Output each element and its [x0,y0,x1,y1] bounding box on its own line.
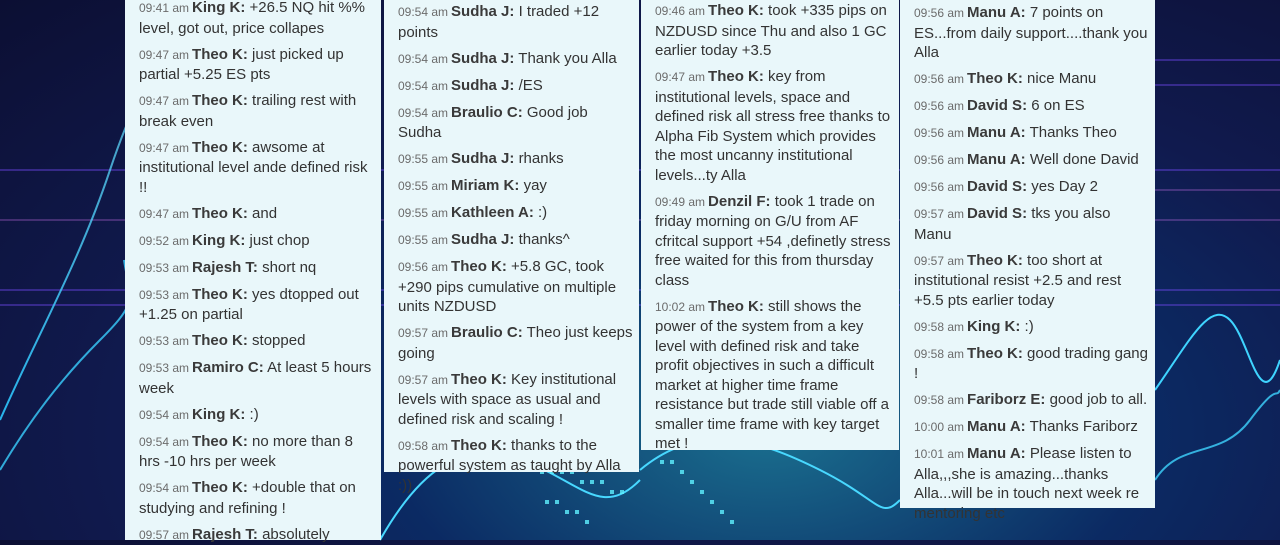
message-author: Braulio C: [451,324,523,341]
message-time: 09:58 am [914,393,964,407]
message-text: Thanks Theo [1030,124,1117,141]
message-time: 10:00 am [914,420,964,434]
message-time: 09:41 am [139,1,189,15]
message-author: King K: [192,232,245,249]
message-text: nice Manu [1027,70,1096,87]
message-time: 09:47 am [139,94,189,108]
message-text: awsome at institutional level ande defined risk !! [139,139,367,196]
message-time: 09:53 am [139,261,189,275]
message-time: 09:56 am [914,99,964,113]
message-time: 10:02 am [655,300,705,314]
chat-message [900,251,1155,311]
message-text: :) [538,204,547,221]
message-author: Theo K: [192,286,248,303]
message-time: 09:49 am [655,195,705,209]
chat-message [900,123,1155,144]
message-time: 09:55 am [398,152,448,166]
message-author: Manu A: [967,4,1026,21]
message-time: 10:01 am [914,447,964,461]
message-author: Braulio C: [451,104,523,121]
chat-message [900,390,1155,411]
chat-message [641,1,899,61]
chat-message [125,285,381,325]
message-time: 09:56 am [398,260,448,274]
message-author: Sudha J: [451,3,514,20]
chat-column-2 [384,0,639,472]
chat-message [900,96,1155,117]
message-author: David S: [967,205,1027,222]
chat-message [384,149,639,170]
message-author: Theo K: [192,92,248,109]
message-text: thanks to the powerful system as taught by Alla :)) [398,437,621,494]
message-text: and [252,205,277,222]
message-author: Fariborz E: [967,391,1045,408]
chat-message [641,297,899,454]
message-author: Miriam K: [451,177,519,194]
chat-message [125,45,381,85]
message-author: Theo K: [192,332,248,349]
message-text: /ES [519,77,543,94]
message-text: 7 points on ES...from daily support....thank you Alla [914,4,1147,61]
chat-column-3 [641,0,899,450]
message-list [125,0,381,545]
message-text: thanks^ [519,231,570,248]
message-text: +5.8 GC, took +290 pips cumulative on multiple units NZDUSD [398,258,616,315]
chat-message [900,204,1155,244]
message-time: 09:57 am [914,254,964,268]
message-author: Theo K: [967,345,1023,362]
chat-message [641,192,899,291]
message-time: 09:57 am [398,326,448,340]
message-author: Manu A: [967,151,1026,168]
message-text: yes Day 2 [1031,178,1098,195]
message-text: Well done David [1030,151,1139,168]
message-author: Kathleen A: [451,204,534,221]
message-author: Sudha J: [451,50,514,67]
message-text: good trading gang ! [914,345,1148,383]
message-time: 09:47 am [655,70,705,84]
message-time: 09:55 am [398,179,448,193]
message-time: 09:54 am [139,408,189,422]
message-text: I traded +12 points [398,3,599,41]
chat-message [125,204,381,225]
message-time: 09:56 am [914,180,964,194]
message-text: too short at institutional resist +2.5 and rest +5.5 pts earlier today [914,252,1121,309]
chat-message [900,417,1155,438]
message-time: 09:58 am [398,439,448,453]
message-time: 09:57 am [914,207,964,221]
message-list [641,1,899,454]
message-author: Manu A: [967,445,1026,462]
chat-message [384,2,639,42]
message-time: 09:57 am [139,528,189,542]
message-text: took +335 pips on NZDUSD since Thu and also 1 GC earlier today +3.5 [655,2,887,59]
message-text: yay [524,177,547,194]
message-author: Theo K: [967,252,1023,269]
message-text: took 1 trade on friday morning on G/U from AF cfritcal support +54 ,definetly stress free waited for this from thursday class [655,193,891,289]
message-time: 09:54 am [398,5,448,19]
chat-message [125,525,381,545]
message-text: Please listen to Alla,,,she is amazing...thanks Alla...will be in touch next week re mentoring etc [914,445,1139,522]
message-author: Theo K: [451,258,507,275]
message-author: Theo K: [708,68,764,85]
message-time: 09:55 am [398,233,448,247]
message-text: 6 on ES [1031,97,1084,114]
message-time: 09:54 am [139,481,189,495]
chat-column-1 [125,0,381,540]
message-text: Thank you Alla [518,50,616,67]
chat-message [125,478,381,518]
message-author: Manu A: [967,124,1026,141]
chat-message [641,67,899,185]
chat-message [900,69,1155,90]
message-author: Theo K: [192,205,248,222]
message-author: Theo K: [708,298,764,315]
message-author: Ramiro C: [192,359,264,376]
chat-message [900,344,1155,384]
message-author: Theo K: [967,70,1023,87]
message-time: 09:54 am [398,106,448,120]
message-text: short nq [262,259,316,276]
message-author: Rajesh T: [192,526,258,543]
message-author: David S: [967,97,1027,114]
message-author: Theo K: [192,139,248,156]
message-author: Sudha J: [451,77,514,94]
chat-message [384,103,639,143]
message-author: Theo K: [192,479,248,496]
message-text: just chop [250,232,310,249]
message-author: David S: [967,178,1027,195]
chat-message [384,370,639,430]
message-author: Denzil F: [708,193,771,210]
message-time: 09:52 am [139,234,189,248]
message-text: yes dtopped out +1.25 on partial [139,286,359,324]
message-text: good job to all. [1050,391,1148,408]
message-text: trailing rest with break even [139,92,356,130]
message-time: 09:55 am [398,206,448,220]
chat-message [125,138,381,198]
message-text: absolutely [262,526,330,543]
message-text: still shows the power of the system from a key level with defined risk and take profit objectives in such a difficult market at higher time frame resistance but trade still viable off a smaller time frame with key target met ! [655,298,889,453]
message-author: Theo K: [451,371,507,388]
chat-message [384,230,639,251]
chat-message [384,49,639,70]
chat-message [125,405,381,426]
message-text: +double that on studying and refining ! [139,479,356,517]
chat-message [384,203,639,224]
message-author: Sudha J: [451,150,514,167]
message-time: 09:56 am [914,72,964,86]
chat-message [125,432,381,472]
message-text: key from institutional levels, space and defined risk all stress free thanks to Alpha Fib System which provides the most uncanny institutional levels...ty Alla [655,68,890,184]
message-time: 09:47 am [139,141,189,155]
chat-message [125,358,381,398]
chat-message [384,176,639,197]
message-text: rhanks [519,150,564,167]
message-author: Theo K: [451,437,507,454]
message-author: Manu A: [967,418,1026,435]
chat-message [384,257,639,317]
chat-message [900,150,1155,171]
message-text: no more than 8 hrs -10 hrs per week [139,433,353,471]
message-time: 09:56 am [914,6,964,20]
message-time: 09:56 am [914,153,964,167]
chat-message [125,331,381,352]
message-author: King K: [192,0,245,16]
message-time: 09:54 am [398,52,448,66]
message-time: 09:53 am [139,288,189,302]
message-text: Thanks Fariborz [1030,418,1138,435]
message-time: 09:53 am [139,361,189,375]
message-time: 09:56 am [914,126,964,140]
message-author: King K: [192,406,245,423]
message-time: 09:46 am [655,4,705,18]
message-text: Good job Sudha [398,104,588,142]
message-text: +26.5 NQ hit %% level, got out, price collapes [139,0,365,37]
message-text: stopped [252,332,305,349]
chat-message [900,317,1155,338]
chat-column-4 [900,0,1155,508]
message-author: Rajesh T: [192,259,258,276]
message-time: 09:54 am [139,435,189,449]
message-author: Theo K: [192,433,248,450]
chat-message [125,258,381,279]
chat-message [125,91,381,131]
message-text: tks you also Manu [914,205,1110,243]
message-author: Sudha J: [451,231,514,248]
message-time: 09:57 am [398,373,448,387]
chat-message [384,76,639,97]
chat-message [900,177,1155,198]
message-text: :) [1025,318,1034,335]
message-author: Theo K: [192,46,248,63]
message-text: :) [250,406,259,423]
chat-message [125,231,381,252]
message-time: 09:47 am [139,207,189,221]
chat-message [900,3,1155,63]
message-time: 09:58 am [914,347,964,361]
chat-message [900,444,1155,523]
message-author: King K: [967,318,1020,335]
message-time: 09:53 am [139,334,189,348]
message-list [384,2,639,495]
message-time: 09:47 am [139,48,189,62]
message-text: At least 5 hours week [139,359,371,397]
message-list [900,3,1155,523]
message-text: Theo just keeps going [398,324,633,362]
chat-message [384,436,639,496]
message-text: Key institutional levels with space as usual and defined risk and scaling ! [398,371,616,428]
message-time: 09:58 am [914,320,964,334]
chat-message [384,323,639,363]
message-text: just picked up partial +5.25 ES pts [139,46,344,84]
chat-message [125,0,381,38]
message-author: Theo K: [708,2,764,19]
message-time: 09:54 am [398,79,448,93]
